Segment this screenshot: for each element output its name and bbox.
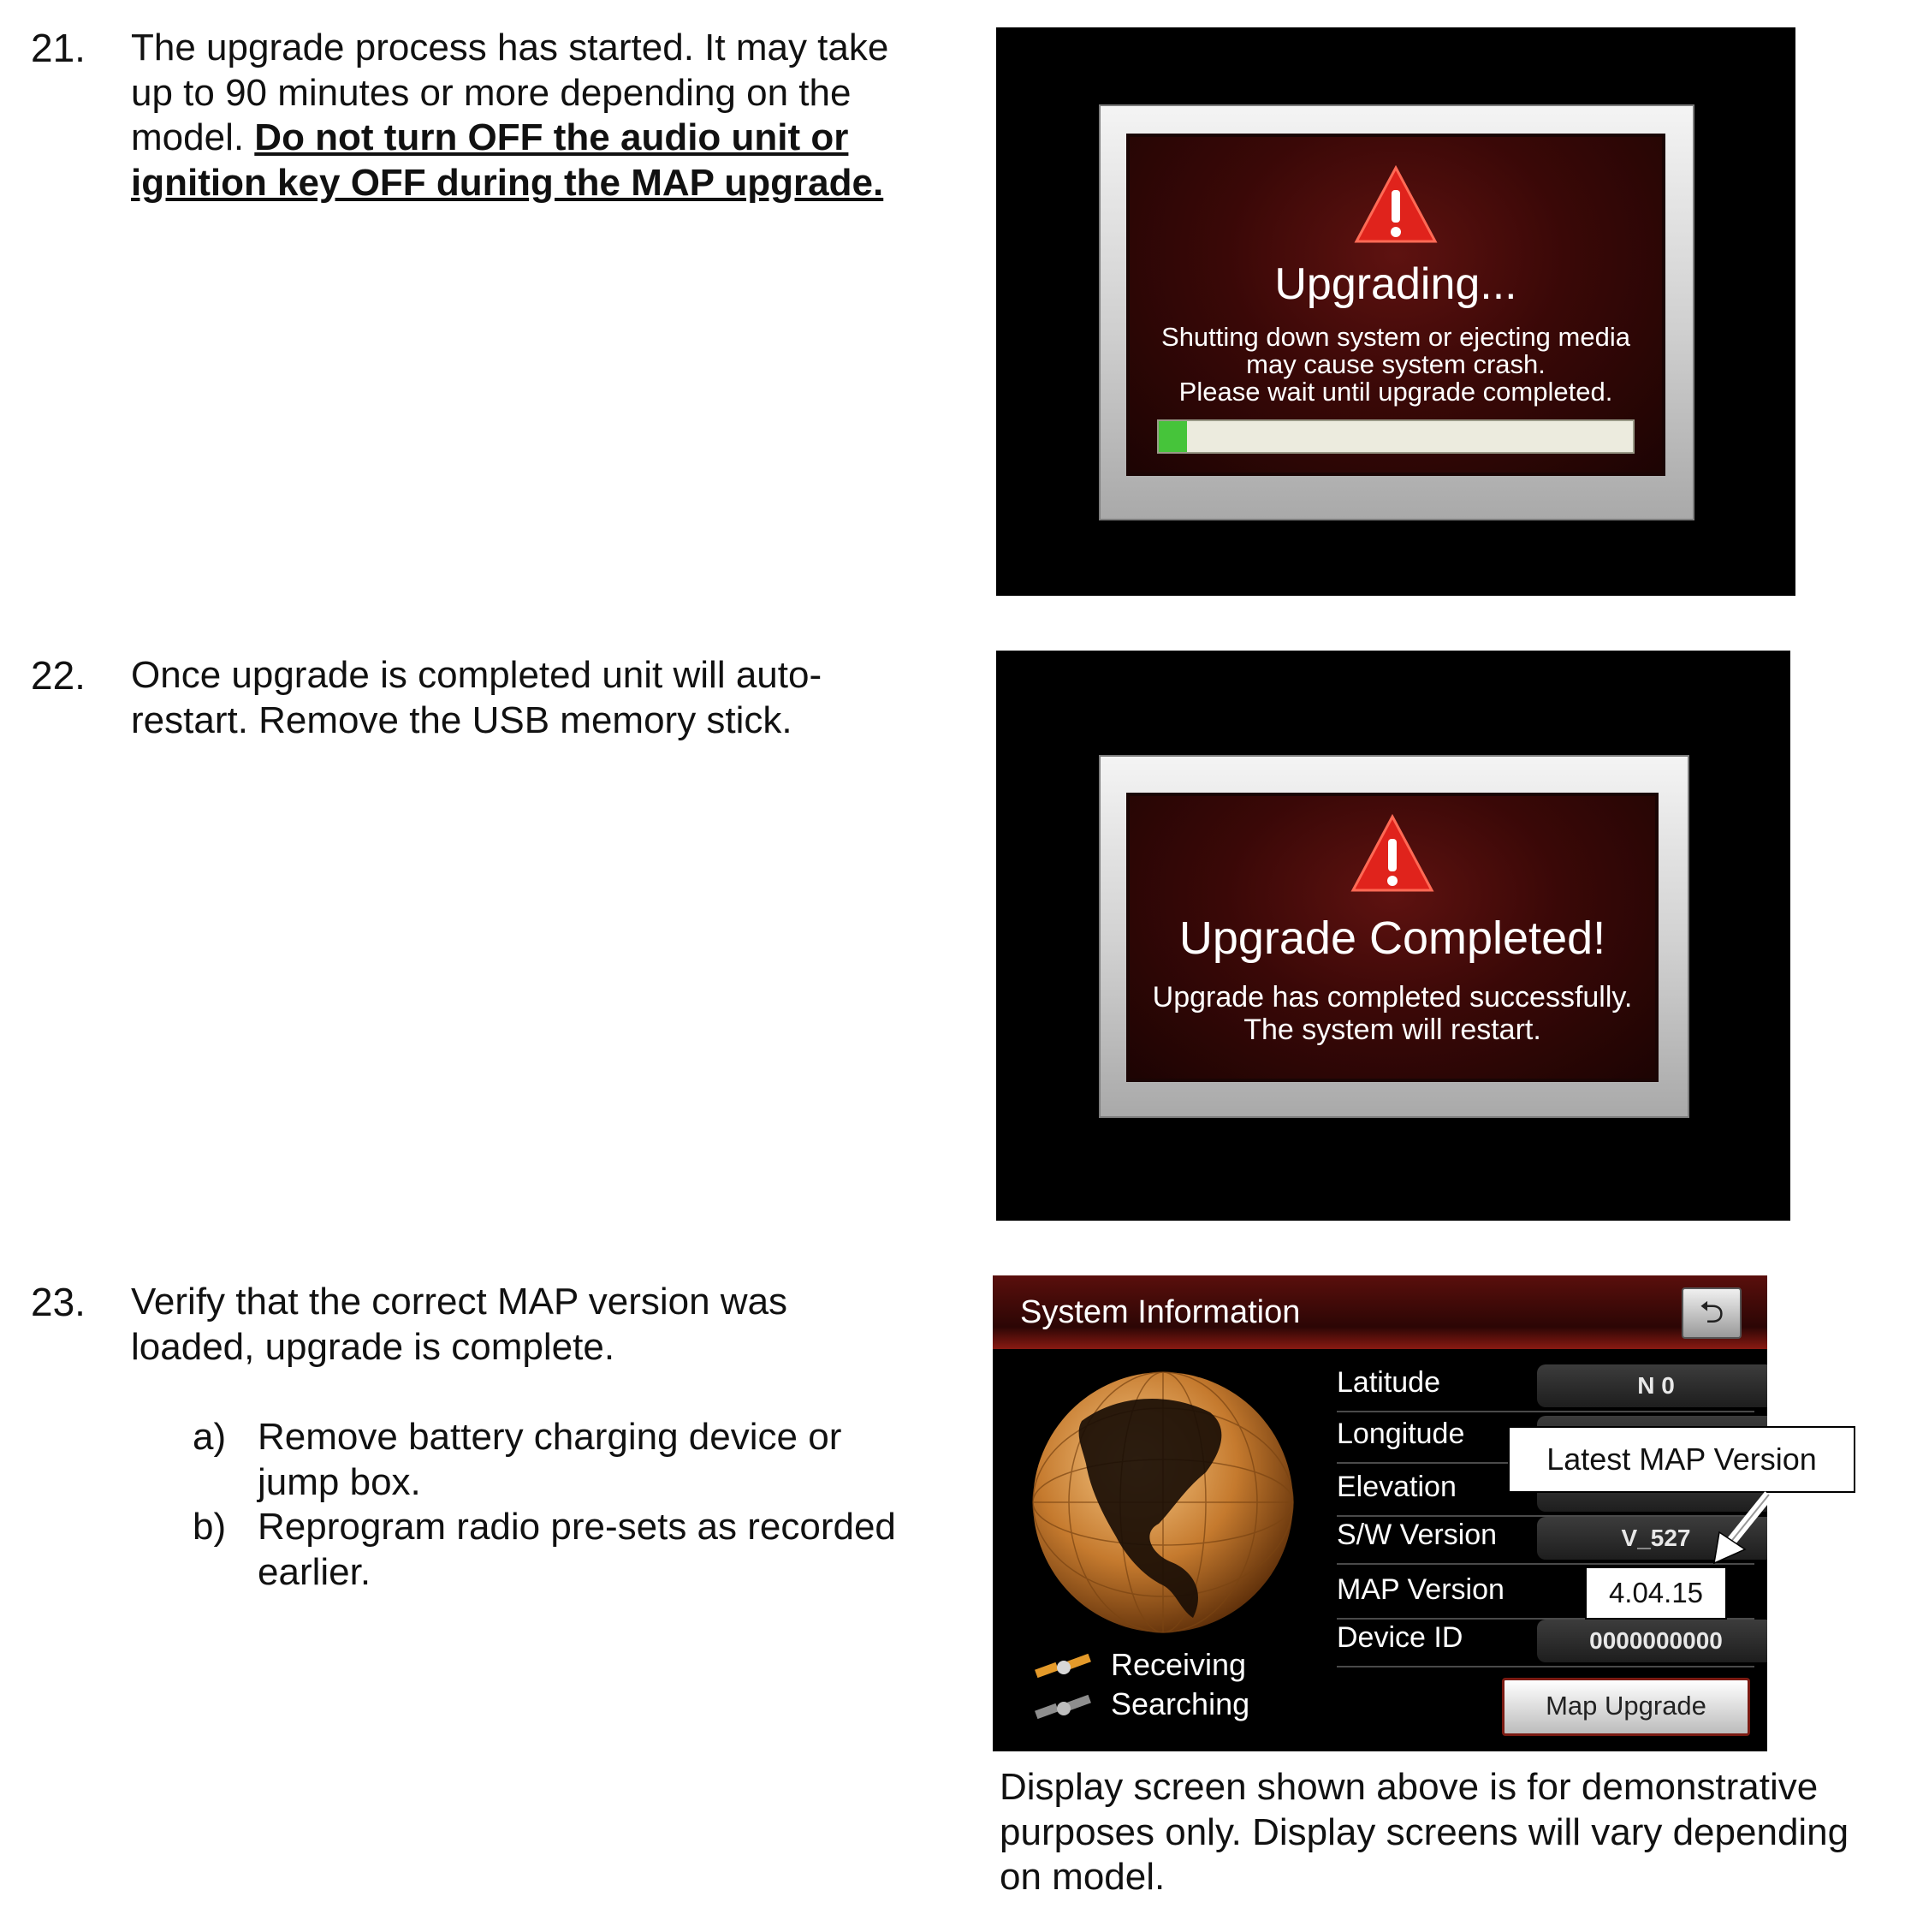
info-label: MAP Version (1337, 1573, 1504, 1606)
substep-text: Remove battery charging device or jump box. (258, 1416, 842, 1503)
satellite-searching-icon (1034, 1690, 1094, 1727)
dialog-frame (1099, 104, 1694, 520)
screen-title: System Information (1020, 1294, 1301, 1330)
callout-latest-map-version: Latest MAP Version (1508, 1426, 1855, 1493)
dialog-frame (1099, 755, 1689, 1118)
warning-triangle-icon (1350, 813, 1435, 895)
step-number: 21. (31, 26, 86, 70)
satellite-receiving-icon (1034, 1650, 1094, 1688)
map-upgrade-button[interactable]: Map Upgrade (1502, 1678, 1750, 1736)
info-value: V_527 (1537, 1517, 1767, 1560)
warning-triangle-icon (1353, 164, 1439, 247)
step-number: 23. (31, 1280, 86, 1324)
dialog-panel (1126, 793, 1659, 1082)
progress-bar (1157, 419, 1635, 454)
info-row-latitude (1337, 1361, 1754, 1412)
map-version-value: 4.04.15 (1585, 1566, 1727, 1620)
dialog-title: Upgrade Completed! (1178, 912, 1606, 964)
step-text-plain: The upgrade process has started. It may take up to 90 minutes or more depending on the model. (131, 27, 889, 158)
message-line: may cause system crash. (1246, 349, 1546, 379)
info-value: 0000000000 (1537, 1620, 1767, 1662)
callout-arrow-icon (1707, 1491, 1784, 1568)
substep-item (193, 1505, 929, 1595)
info-label: S/W Version (1337, 1519, 1498, 1551)
message-line: Shutting down system or ejecting media (1161, 322, 1630, 352)
message-line: The system will restart. (1243, 1014, 1541, 1046)
info-row-sw-version (1337, 1513, 1754, 1565)
dialog-panel (1126, 134, 1665, 476)
step-warning: Do not turn OFF the audio unit or ignition key OFF during the MAP upgrade. (131, 116, 884, 204)
step-number: 22. (31, 653, 86, 698)
step-text: Verify that the correct MAP version was loaded, upgrade is complete. (131, 1281, 788, 1368)
gps-receiving-label: Receiving (1111, 1647, 1247, 1682)
substep-letter: b) (193, 1506, 227, 1548)
info-value: N 0 (1537, 1364, 1767, 1407)
screen-header (993, 1275, 1767, 1349)
step-text: Once upgrade is completed unit will auto-restart. Remove the USB memory stick. (131, 654, 822, 741)
back-arrow-icon: ⮌ (1699, 1294, 1724, 1329)
step-text (131, 26, 901, 205)
gps-searching-label: Searching (1111, 1686, 1250, 1721)
dialog-message (1130, 324, 1662, 406)
message-line: Please wait until upgrade completed. (1178, 377, 1613, 407)
message-line: Upgrade has completed successfully. (1152, 981, 1633, 1014)
info-label: Elevation (1337, 1471, 1457, 1503)
completed-screen (996, 651, 1790, 1221)
dialog-message (1130, 981, 1655, 1046)
info-label: Latitude (1337, 1366, 1440, 1399)
system-information-screen (993, 1275, 1767, 1751)
globe-image (1022, 1361, 1304, 1644)
substep-item (193, 1415, 929, 1505)
info-label: Longitude (1337, 1418, 1465, 1450)
info-row-device-id (1337, 1616, 1754, 1667)
progress-fill (1159, 421, 1187, 452)
upgrading-screen (996, 27, 1795, 596)
substep-list (193, 1415, 929, 1595)
info-label: Device ID (1337, 1621, 1463, 1654)
back-button[interactable] (1682, 1287, 1742, 1339)
substep-letter: a) (193, 1416, 227, 1458)
info-row-map-version (1337, 1568, 1754, 1620)
dialog-title: Upgrading... (1274, 259, 1517, 309)
caption: Display screen shown above is for demonstrative purposes only. Display screens will vary depending on model. (1000, 1766, 1849, 1898)
substep-text: Reprogram radio pre-sets as recorded earlier. (258, 1506, 896, 1593)
